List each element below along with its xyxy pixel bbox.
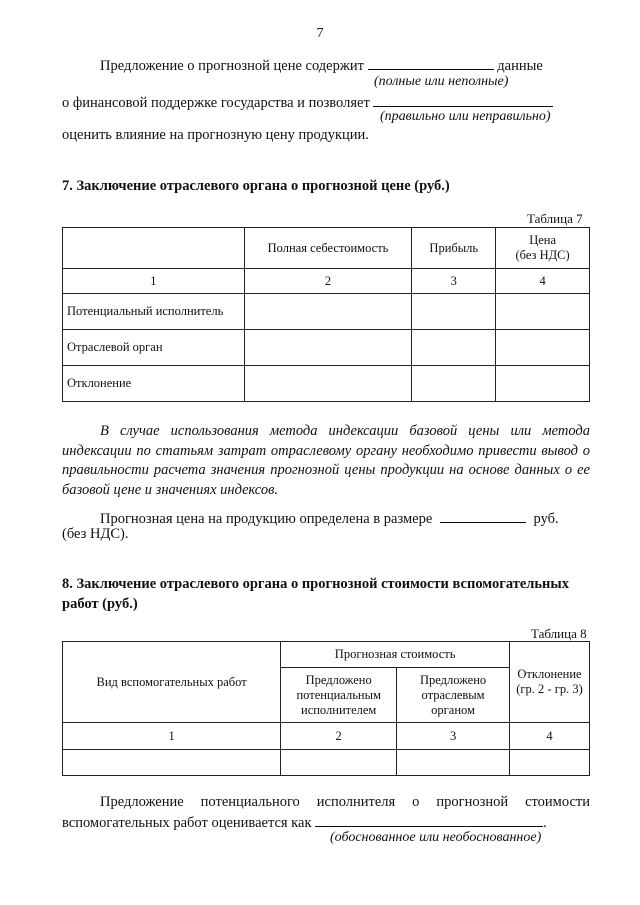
table-8-header-deviation: Отклонение (гр. 2 - гр. 3) xyxy=(510,642,590,723)
hint-completeness: (полные или неполные) xyxy=(374,74,509,89)
table-cell-input[interactable] xyxy=(244,366,412,402)
intro-line-2-text: о финансовой поддержке государства и позволяет xyxy=(62,95,370,111)
row-label-authority: Отраслевой орган xyxy=(63,330,245,366)
table-7-col-num: 4 xyxy=(496,269,590,294)
blank-field-price[interactable] xyxy=(440,508,526,523)
blank-field-completeness[interactable] xyxy=(368,55,494,70)
table-row xyxy=(63,366,590,402)
intro-line-3: оценить влияние на прогнозную цену продукции. xyxy=(62,127,369,143)
table-7 xyxy=(62,227,590,402)
price-sentence-text: Прогнозная цена на продукцию определена в размере xyxy=(100,511,433,527)
table-7-caption: Таблица 7 xyxy=(527,211,583,226)
closing-period: . xyxy=(543,815,547,831)
table-7-number-row xyxy=(63,269,590,294)
intro-line-1 xyxy=(100,55,543,75)
hint-correctness: (правильно или неправильно) xyxy=(380,109,551,124)
price-sentence xyxy=(100,508,559,528)
table-7-header-profit: Прибыль xyxy=(412,228,496,269)
table-8-header-work-type: Вид вспомогательных работ xyxy=(63,642,281,723)
table-8-header-executor: Предложено потенциальным исполнителем xyxy=(281,668,397,723)
table-8-header-authority: Предложено отраслевым органом xyxy=(397,668,510,723)
section-8-heading-line-1: 8. Заключение отраслевого органа о прогнозной стоимости вспомогательных xyxy=(62,576,569,592)
table-7-header-price-line-2: (без НДС) xyxy=(515,248,570,262)
price-sentence-unit: руб. xyxy=(533,511,559,527)
table-7-header-price xyxy=(496,228,590,269)
table-7-col-num: 3 xyxy=(412,269,496,294)
table-7-col-num: 1 xyxy=(63,269,245,294)
page-number: 7 xyxy=(316,26,324,41)
row-label-deviation: Отклонение xyxy=(63,366,245,402)
table-7-header-empty xyxy=(63,228,245,269)
price-sentence-line-2: (без НДС). xyxy=(62,526,129,542)
table-8-caption: Таблица 8 xyxy=(531,626,587,641)
blank-field-assessment[interactable] xyxy=(315,812,543,827)
indexation-note: В случае использования метода индексации базовой цены или метода индексации по статьям затрат отраслевому органу необходимо привести вывод о правильности расчета значения прогнозной цены продукции на основе данных о ее базовой цене и значениях индексов. xyxy=(62,423,590,498)
table-8 xyxy=(62,641,590,776)
table-cell-input[interactable] xyxy=(510,750,590,776)
table-8-col-num: 3 xyxy=(397,723,510,750)
intro-line-1-text: Предложение о прогнозной цене содержит xyxy=(100,58,364,74)
table-row xyxy=(63,330,590,366)
table-cell-input[interactable] xyxy=(63,750,281,776)
table-cell-input[interactable] xyxy=(412,330,496,366)
section-8-heading-line-2: работ (руб.) xyxy=(62,596,138,612)
row-label-executor: Потенциальный исполнитель xyxy=(63,294,245,330)
closing-line-1: Предложение потенциального исполнителя о прогнозной стоимости xyxy=(100,794,590,810)
hint-assessment: (обоснованное или необоснованное) xyxy=(330,830,542,845)
table-cell-input[interactable] xyxy=(496,366,590,402)
blank-field-correctness[interactable] xyxy=(373,92,553,107)
intro-line-1-tail: данные xyxy=(497,58,543,74)
table-cell-input[interactable] xyxy=(281,750,397,776)
table-cell-input[interactable] xyxy=(244,294,412,330)
table-8-col-num: 2 xyxy=(281,723,397,750)
table-cell-input[interactable] xyxy=(496,294,590,330)
table-row xyxy=(63,750,590,776)
table-8-header-forecast: Прогнозная стоимость xyxy=(281,642,510,668)
table-7-header-price-line-1: Цена xyxy=(529,233,557,247)
closing-line-2-text: вспомогательных работ оценивается как xyxy=(62,815,312,831)
table-7-col-num: 2 xyxy=(244,269,412,294)
table-cell-input[interactable] xyxy=(412,294,496,330)
closing-line-2 xyxy=(62,812,547,832)
table-cell-input[interactable] xyxy=(397,750,510,776)
table-8-header-row-1 xyxy=(63,642,590,668)
table-cell-input[interactable] xyxy=(244,330,412,366)
table-row xyxy=(63,294,590,330)
table-8-col-num: 4 xyxy=(510,723,590,750)
table-cell-input[interactable] xyxy=(412,366,496,402)
table-8-col-num: 1 xyxy=(63,723,281,750)
table-8-number-row xyxy=(63,723,590,750)
section-7-heading: 7. Заключение отраслевого органа о прогнозной цене (руб.) xyxy=(62,178,450,194)
table-7-header-row xyxy=(63,228,590,269)
table-7-header-cost: Полная себестоимость xyxy=(244,228,412,269)
table-cell-input[interactable] xyxy=(496,330,590,366)
